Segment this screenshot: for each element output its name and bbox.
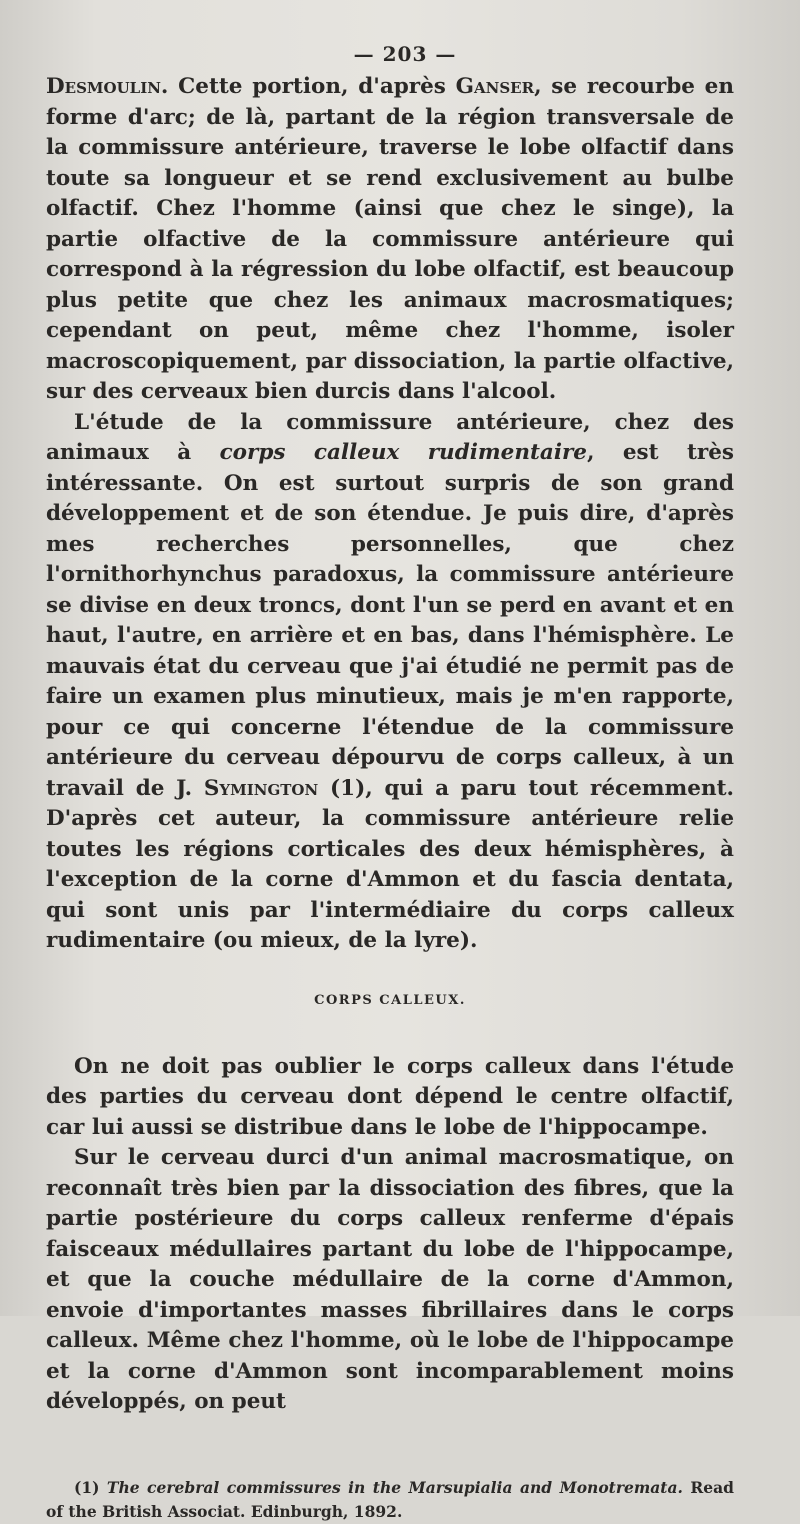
paragraph-4: Sur le cerveau durci d'un animal macrosmatique, on reconnaît très bien par la dissociation des fibres, que la partie postérieure du corps calleux renferme d'épais faisceaux médullaires partant du lobe de l'hippocampe, et que la couche médullaire de la corne d'Ammon, envoie d'importantes masses fibrillaires dans le corps calleux. Même chez l'homme, où le lobe de l'hippocampe et la corne d'Ammon sont incomparablement moins développés, on peut (46, 1145, 734, 1414)
paragraph-text: , est très intéressante. On est surtout surpris de son grand développement et de son étendue. Je puis dire, d'après mes recherches personnelles, que chez l'ornithorhynchus paradoxus, la commissure antérieure se divise en deux troncs, dont l'un se perd en avant et en haut, l'autre, en arrière et en bas, dans l'hémisphère. Le mauvais état du cerveau que j'ai étudié ne permit pas de faire un examen plus minutieux, mais je m'en rapporte, pour ce qui concerne l'étendue de la commissure antérieure du cerveau dépourvu de corps calleux, à un travail de J. (46, 440, 735, 801)
footnote (46, 1476, 734, 1524)
paragraph-text: L'étude de la commissure antérieure, chez des animaux à (46, 409, 734, 465)
page-number: — 203 — (353, 42, 457, 66)
paragraph-text: , se recourbe en forme d'arc; de là, partant de la région transversale de la commissure antérieure, traverse le lobe olfactif dans toute sa longueur et se rend exclusivement au bulbe olfactif. Chez l'homme (ainsi que chez le singe), la partie olfactive de la commissure antérieure qui correspond à la régression du lobe olfactif, est beaucoup plus petite que chez les animaux macrosmatiques; cependant on peut, même chez l'homme, isoler macroscopiquement, par dissociation, la partie olfactive, sur des cerveaux bien durcis dans l'alcool. (46, 74, 734, 404)
section-heading: CORPS CALLEUX. (314, 992, 466, 1008)
paragraph-1 (46, 72, 734, 408)
author-name: Symington (203, 775, 319, 801)
footnote-text: Read of the British Associat. Edinburgh, 1892. (46, 1477, 734, 1521)
paragraph-2 (46, 408, 734, 957)
footnote-marker: (1) (74, 1477, 107, 1497)
footnote-title: The cerebral commissures in the Marsupialia and Monotremata. (106, 1477, 683, 1497)
paragraph-text: Cette portion, d'après (168, 74, 456, 99)
paragraph-text: (1), qui a paru tout récemment. D'après cet auteur, la commissure antérieure relie toutes les régions corticales des deux hémisphères, à l'exception de la corne d'Ammon et du fascia dentata, qui sont unis par l'intermédiaire du corps calleux rudimentaire (ou mieux, de la lyre). (46, 775, 734, 953)
italic-phrase: corps calleux rudimentaire (219, 440, 587, 465)
author-name: Desmoulin. (46, 74, 169, 99)
author-name: Ganser (455, 74, 535, 99)
paragraph-3: On ne doit pas oublier le corps calleux dans l'étude des parties du cerveau dont dépend le centre olfactif, car lui aussi se distribue dans le lobe de l'hippocampe. (46, 1053, 734, 1140)
